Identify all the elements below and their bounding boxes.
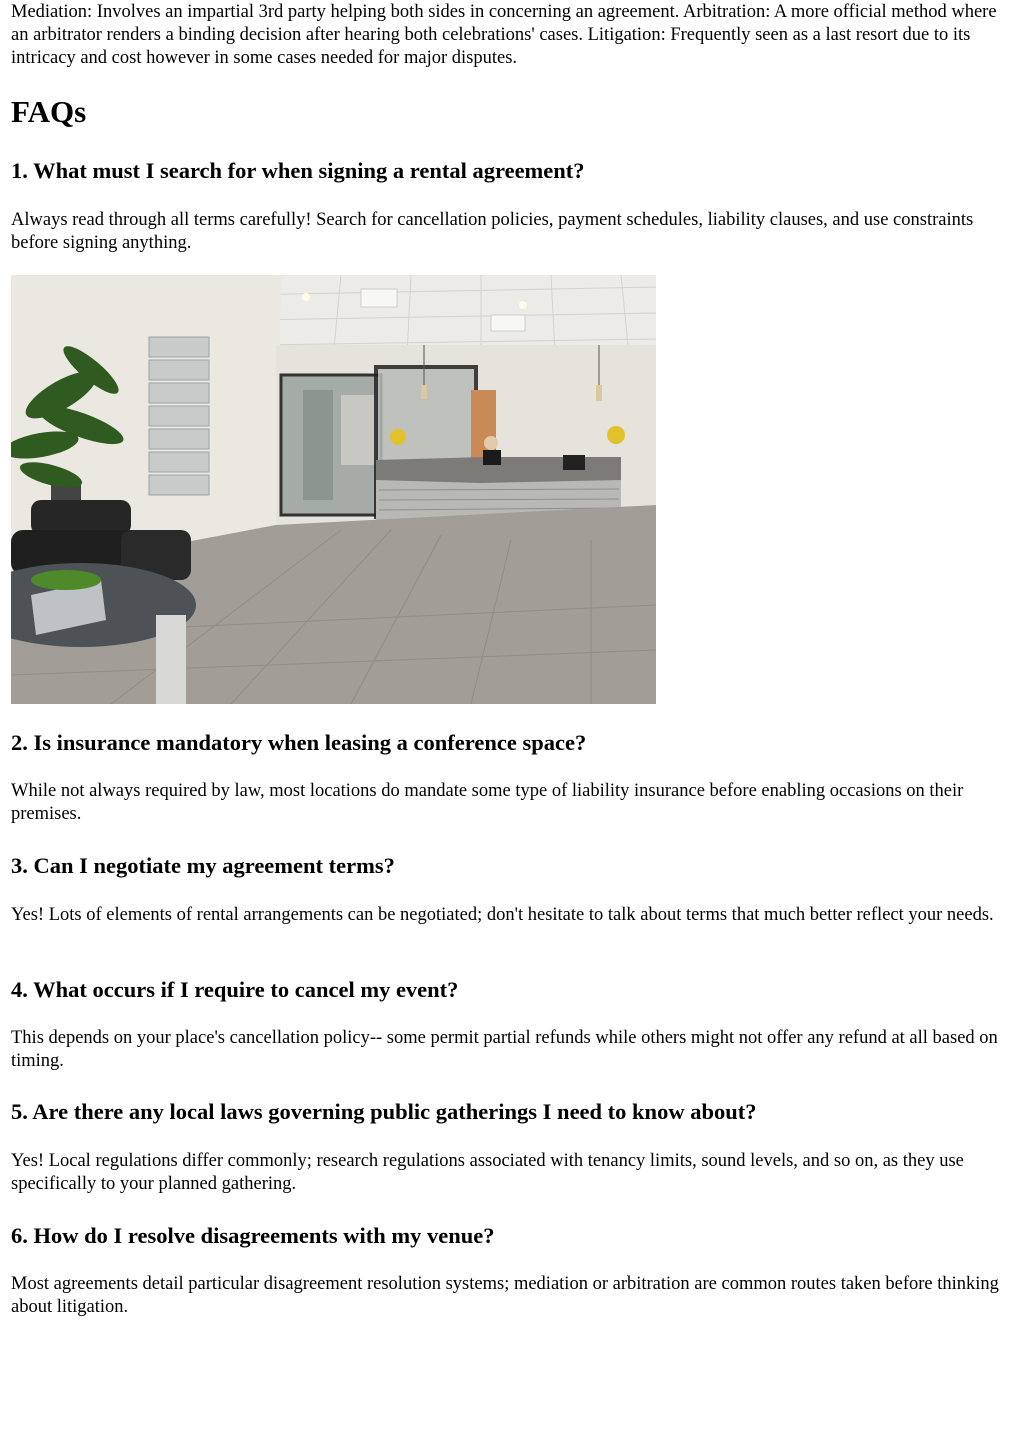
faq-answer-3: Yes! Lots of elements of rental arrangements can be negotiated; don't hesitate to talk about terms that much better reflect your needs. — [11, 905, 994, 925]
faq-answer-6: Most agreements detail particular disagreement resolution systems; mediation or arbitration are common routes taken before thinking about litigation. — [11, 1274, 999, 1317]
faq-question-2: 2. Is insurance mandatory when leasing a conference space? — [11, 730, 587, 755]
faq-answer-1: Always read through all terms carefully! Search for cancellation policies, payment schedules, liability clauses, and use constraints before signing anything. — [11, 210, 974, 253]
faq-question-3: 3. Can I negotiate my agreement terms? — [11, 853, 395, 878]
faq-question-6: 6. How do I resolve disagreements with my venue? — [11, 1223, 495, 1248]
faq-question-5: 5. Are there any local laws governing public gatherings I need to know about? — [11, 1099, 757, 1124]
intro-paragraph: Mediation: Involves an impartial 3rd party helping both sides in concerning an agreement. Arbitration: A more official method where an arbitrator renders a binding decision after hearing both celebrations' cases. Litigation: Frequently seen as a last resort due to its intricacy and cost however in some cases needed for major disputes. — [11, 2, 997, 68]
faq-answer-2: While not always required by law, most locations do mandate some type of liability insurance before enabling occasions on their premises. — [11, 781, 964, 824]
faq-question-1: 1. What must I search for when signing a rental agreement? — [11, 158, 585, 183]
faq-heading: FAQs — [11, 94, 87, 129]
faq-answer-4: This depends on your place's cancellation policy-- some permit partial refunds while others might not offer any refund at all based on timing. — [11, 1028, 998, 1071]
faq-question-4: 4. What occurs if I require to cancel my event? — [11, 977, 459, 1002]
office-lobby-photo — [11, 275, 656, 704]
faq-answer-5: Yes! Local regulations differ commonly; research regulations associated with tenancy limits, sound levels, and so on, as they use specifically to your planned gathering. — [11, 1151, 964, 1194]
